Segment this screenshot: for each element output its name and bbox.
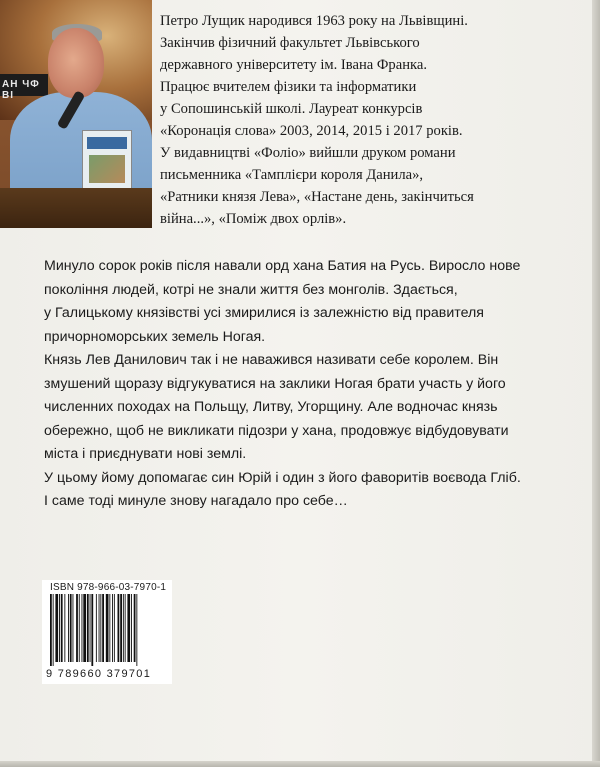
- annotation-line: покоління людей, котрі не знали життя без монголів. Здається,: [44, 281, 458, 298]
- bio-line: війна...», «Поміж двох орлів».: [160, 211, 347, 227]
- barcode-bar: [53, 594, 54, 666]
- barcode-bar: [76, 594, 78, 662]
- barcode-bar: [83, 594, 86, 662]
- barcode-bar: [50, 594, 52, 666]
- barcode-bar: [102, 594, 104, 662]
- bio-line: У видавництві «Фоліо» вийшли друком романи: [160, 145, 456, 161]
- railing: [0, 188, 152, 228]
- barcode-bar: [90, 594, 91, 662]
- barcode-bar: [100, 594, 101, 662]
- author-bio: [160, 10, 580, 230]
- annotation-line: У цьому йому допомагає син Юрій і один з його фаворитів воєвода Гліб.: [44, 469, 521, 486]
- annotation-line: у Галицькому князівстві усі змирилися із залежністю від правителя: [44, 305, 484, 321]
- annotation-line: обережно, щоб не викликати підозри у хана, продовжує відбудовувати: [44, 422, 509, 439]
- author-face: [48, 28, 104, 98]
- barcode-bar: [82, 594, 83, 662]
- barcode-bar: [123, 594, 124, 662]
- bio-line: у Сопошинській школі. Лауреат конкурсів: [160, 101, 423, 117]
- isbn-barcode: [42, 580, 172, 684]
- barcode-bar: [79, 594, 80, 662]
- held-book: [82, 130, 132, 194]
- barcode-bar: [68, 594, 69, 662]
- barcode-digits: 9 789660 379701: [46, 668, 152, 680]
- barcode-bar: [109, 594, 110, 662]
- bio-line: державного університету ім. Івана Франка.: [160, 57, 428, 73]
- bio-line: «Ратники князя Лева», «Настане день, закінчиться: [160, 189, 474, 205]
- barcode-bar: [70, 594, 72, 662]
- barcode-bar: [99, 594, 100, 662]
- barcode-bar: [114, 594, 115, 662]
- annotation-line: численних походах на Польщу, Литву, Угорщину. Але водночас князь: [44, 399, 498, 415]
- barcode-bar: [127, 594, 130, 662]
- bio-line: Петро Лущик народився 1963 року на Львівщині.: [160, 13, 468, 29]
- barcode-bar: [91, 594, 93, 666]
- photo-banner: АН ЧФ ВІ: [0, 74, 48, 96]
- annotation-line: міста і приєднувати нові землі.: [44, 446, 247, 462]
- barcode-bar: [136, 594, 137, 666]
- barcode-bar: [134, 594, 136, 662]
- book-annotation: [44, 255, 564, 514]
- isbn-label: ISBN 978-966-03-7970-1: [50, 582, 167, 593]
- bio-line: Закінчив фізичний факультет Львівського: [160, 35, 420, 51]
- barcode-bar: [112, 594, 113, 662]
- barcode-bar: [120, 594, 122, 662]
- barcode-bar: [64, 594, 65, 662]
- barcode-bars: [48, 594, 166, 666]
- bottom-edge: [0, 761, 600, 767]
- barcode-bar: [55, 594, 58, 662]
- barcode-bar: [59, 594, 60, 662]
- barcode-bar: [125, 594, 126, 662]
- barcode-bar: [131, 594, 132, 662]
- annotation-line: Минуло сорок років після навали орд хана Батия на Русь. Виросло нове: [44, 258, 521, 274]
- annotation-line: причорноморських земель Ногая.: [44, 328, 266, 345]
- barcode-bar: [87, 594, 89, 662]
- barcode-bar: [106, 594, 109, 662]
- barcode-bar: [73, 594, 74, 662]
- bio-line: письменника «Тамплієри короля Данила»,: [160, 167, 424, 183]
- barcode-bar: [118, 594, 120, 662]
- annotation-line: змушений щоразу відгукуватися на заклики Ногая брати участь у його: [44, 375, 506, 392]
- barcode-bar: [96, 594, 97, 662]
- barcode-bar: [61, 594, 63, 662]
- bio-line: «Коронація слова» 2003, 2014, 2015 і 2017 років.: [160, 123, 463, 139]
- annotation-line: І саме тоді минуле знову нагадало про себе…: [44, 493, 348, 509]
- author-photo: [0, 0, 152, 228]
- bio-line: Працює вчителем фізики та інформатики: [160, 79, 417, 95]
- spine-edge: [592, 0, 600, 767]
- annotation-line: Князь Лев Данилович так і не наважився називати себе королем. Він: [44, 352, 499, 368]
